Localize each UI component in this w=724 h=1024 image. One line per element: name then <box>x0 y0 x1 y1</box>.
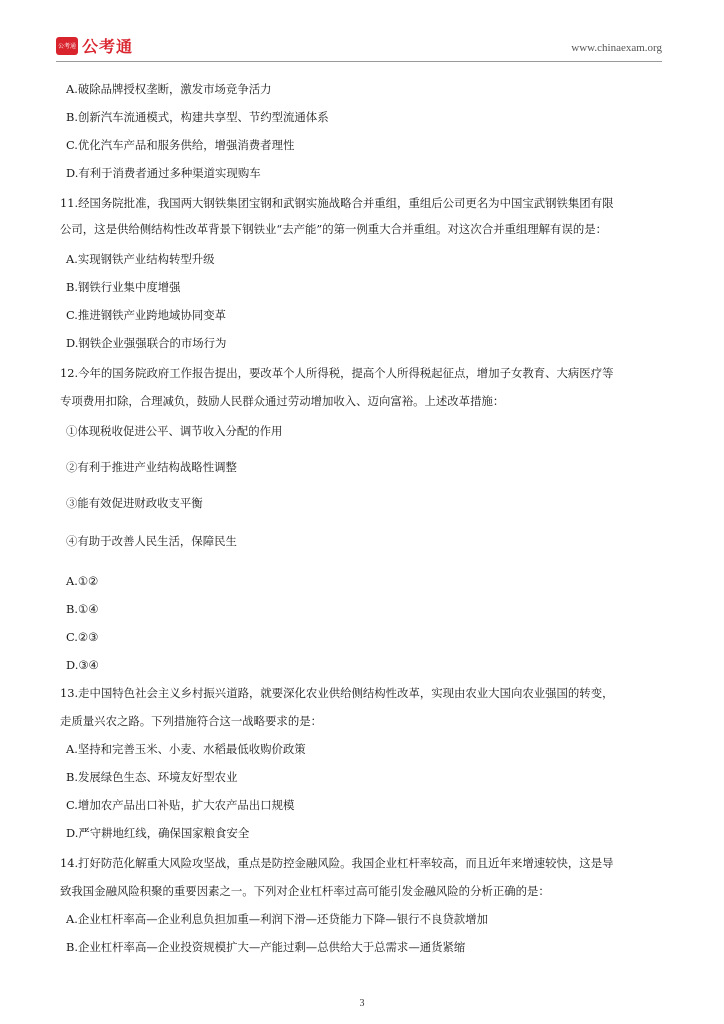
option-line: A.实现钢铁产业结构转型升级 <box>66 252 215 266</box>
option-line: C.推进钢铁产业跨地域协同变革 <box>66 308 227 322</box>
option-line: D.有利于消费者通过多种渠道实现购车 <box>66 166 261 180</box>
question-12-text: 12.今年的国务院政府工作报告提出，要改革个人所得税，提高个人所得税起征点，增加子女教育、大病医疗等 <box>60 366 614 380</box>
option-line: D.严守耕地红线，确保国家粮食安全 <box>66 826 250 840</box>
site-url: www.chinaexam.org <box>571 42 662 54</box>
page-number: 3 <box>359 998 365 1009</box>
question-14-text: 14.打好防范化解重大风险攻坚战，重点是防控金融风险。我国企业杠杆率较高，而且近年来增速较快，这是导 <box>60 856 614 870</box>
option-line: A.①② <box>66 574 99 588</box>
option-line: B.创新汽车流通模式，构建共享型、节约型流通体系 <box>66 110 329 124</box>
logo-badge: 公考通 <box>56 37 78 55</box>
option-line: D.钢铁企业强强联合的市场行为 <box>66 336 227 350</box>
option-line: B.发展绿色生态、环境友好型农业 <box>66 770 238 784</box>
option-line: B.钢铁行业集中度增强 <box>66 280 181 294</box>
page-header <box>56 32 662 60</box>
option-line: A.坚持和完善玉米、小麦、水稻最低收购价政策 <box>66 742 306 756</box>
statement-line: ④有助于改善人民生活，保障民生 <box>66 534 237 548</box>
question-13-text-cont: 走质量兴农之路。下列措施符合这一战略要求的是： <box>60 714 322 728</box>
option-line: C.增加农产品出口补贴，扩大农产品出口规模 <box>66 798 295 812</box>
question-14-text-cont: 致我国金融风险积聚的重要因素之一。下列对企业杠杆率过高可能引发金融风险的分析正确的是： <box>60 884 550 898</box>
logo <box>56 34 133 57</box>
logo-text: 公考通 <box>82 37 134 56</box>
header-divider <box>56 61 662 62</box>
option-line: B.企业杠杆率高—企业投资规模扩大—产能过剩—总供给大于总需求—通货紧缩 <box>66 940 466 954</box>
option-line: C.②③ <box>66 630 99 644</box>
option-line: D.③④ <box>66 658 99 672</box>
option-line: B.①④ <box>66 602 99 616</box>
option-line: C.优化汽车产品和服务供给，增强消费者理性 <box>66 138 295 152</box>
statement-line: ③能有效促进财政收支平衡 <box>66 496 203 510</box>
statement-line: ②有利于推进产业结构战略性调整 <box>66 460 237 474</box>
question-11-text: 11.经国务院批准，我国两大钢铁集团宝钢和武钢实施战略合并重组，重组后公司更名为中国宝武钢铁集团有限 <box>60 196 614 210</box>
question-13-text: 13.走中国特色社会主义乡村振兴道路，就要深化农业供给侧结构性改革，实现由农业大国向农业强国的转变， <box>60 686 614 700</box>
option-line: A.企业杠杆率高—企业利息负担加重—利润下滑—还贷能力下降—银行不良贷款增加 <box>66 912 488 926</box>
question-11-text-cont: 公司，这是供给侧结构性改革背景下钢铁业“去产能”的第一例重大合并重组。对这次合并重组理解有误的是： <box>60 222 608 236</box>
question-12-text-cont: 专项费用扣除，合理减负，鼓励人民群众通过劳动增加收入、迈向富裕。上述改革措施： <box>60 394 505 408</box>
statement-line: ①体现税收促进公平、调节收入分配的作用 <box>66 424 283 438</box>
option-line: A.破除品牌授权垄断，激发市场竞争活力 <box>66 82 272 96</box>
